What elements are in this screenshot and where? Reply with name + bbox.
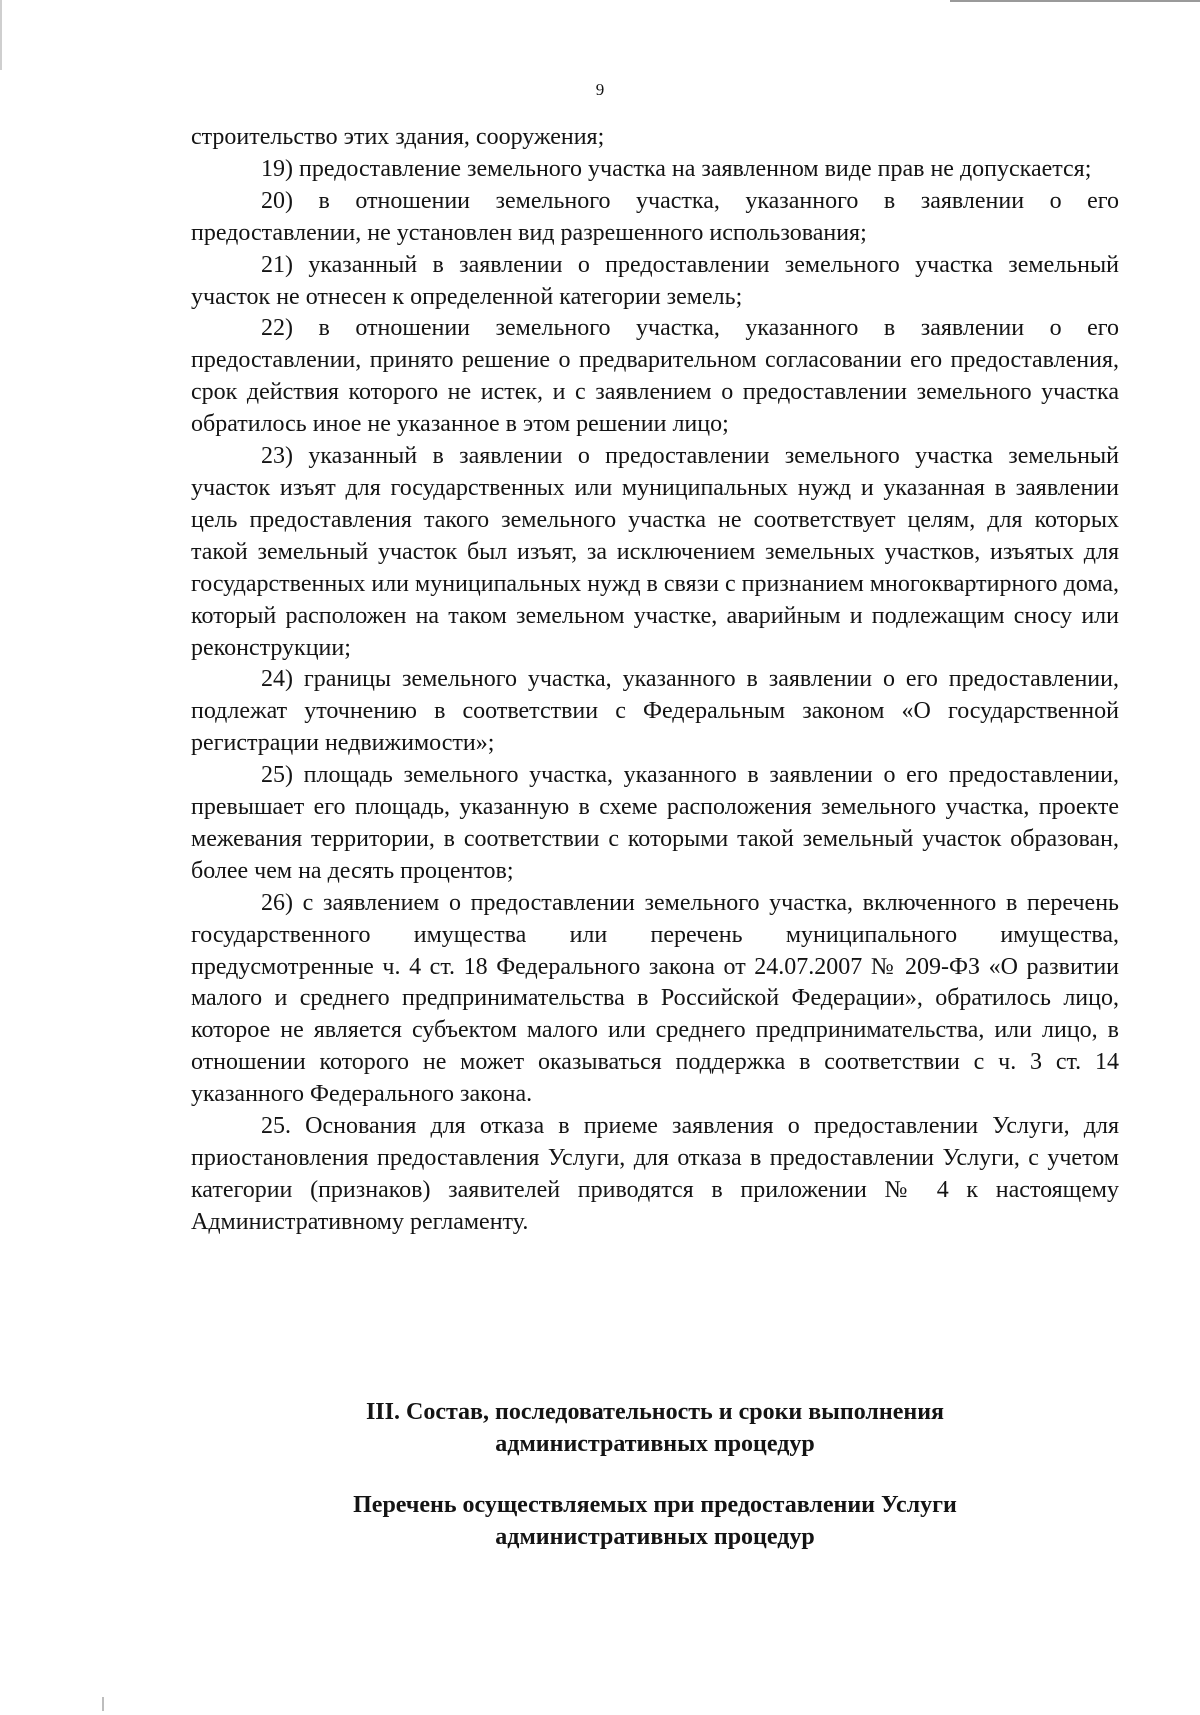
scan-edge-left (0, 0, 2, 70)
paragraph-item-23: 23) указанный в заявлении о предоставлении земельного участка земельный участок изъят для государственных или муниципальных нужд и указанная в заявлении цель предоставления такого земельного участка не соответствует целям, для которых такой земельный участок был изъят, за исключением земельных участков, изъятых для государственных или муниципальных нужд в связи с признанием многоквартирного дома, который расположен на таком земельном участке, аварийным и подлежащим сносу или реконструкции; (191, 443, 1119, 661)
subsection-heading-line-1: Перечень осуществляемых при предоставлении Услуги (353, 1492, 957, 1518)
paragraph-item-24: 24) границы земельного участка, указанного в заявлении о его предоставлении, подлежат уточнению в соответствии с Федеральным законом «О государственной регистрации недвижимости»; (191, 666, 1119, 757)
paragraph-clause-25: 25. Основания для отказа в приеме заявления о предоставлении Услуги, для приостановления предоставления Услуги, для отказа в предоставлении Услуги, с учетом категории (признаков) заявителей приводятся в приложении № 4 к настоящему Административному регламенту. (191, 1113, 1119, 1235)
section-heading-line-1: III. Состав, последовательность и сроки выполнения (365, 1399, 945, 1425)
paragraph-item-26: 26) с заявлением о предоставлении земельного участка, включенного в перечень государственного имущества или перечень муниципального имущества, предусмотренные ч. 4 ст. 18 Федерального закона от 24.07.2007 № 209-ФЗ «О развитии малого и среднего предпринимательства в Российской Федерации», обратилось лицо, которое не является субъектом малого или среднего предпринимательства, или лицо, в отношении которого не может оказываться поддержка в соответствии с ч. 3 ст. 14 указанного Федерального закона. (191, 889, 1119, 1108)
paragraph-item-19: 19) предоставление земельного участка на заявленном виде прав не допускается; (261, 155, 1092, 182)
section-heading-line-2: административных процедур (495, 1430, 815, 1457)
paragraph-item-20: 20) в отношении земельного участка, указанного в заявлении о его предоставлении, не установлен вид разрешенного использования; (191, 187, 1119, 246)
paragraph-item-25: 25) площадь земельного участка, указанного в заявлении о его предоставлении, превышает его площадь, указанную в схеме расположения земельного участка, проекте межевания территории, в соответствии с которыми такой земельный участок образован, более чем на десять процентов; (191, 762, 1119, 884)
page-number: 9 (595, 80, 605, 99)
scan-mark-bottom (102, 1697, 104, 1711)
paragraph-continuation: строительство этих здания, сооружения; (191, 124, 605, 150)
scan-edge-top (950, 0, 1200, 2)
paragraph-item-22: 22) в отношении земельного участка, указанного в заявлении о его предоставлении, принято решение о предварительном согласовании его предоставления, срок действия которого не истек, и с заявлением о предоставлении земельного участка обратилось иное не указанное в этом решении лицо; (191, 315, 1119, 438)
subsection-heading-line-2: административных процедур (495, 1523, 815, 1550)
paragraph-item-21: 21) указанный в заявлении о предоставлении земельного участка земельный участок не отнесен к определенной категории земель; (191, 251, 1119, 310)
body-text (191, 122, 1119, 1239)
subsection-heading (191, 1490, 1119, 1554)
section-heading (191, 1397, 1119, 1461)
